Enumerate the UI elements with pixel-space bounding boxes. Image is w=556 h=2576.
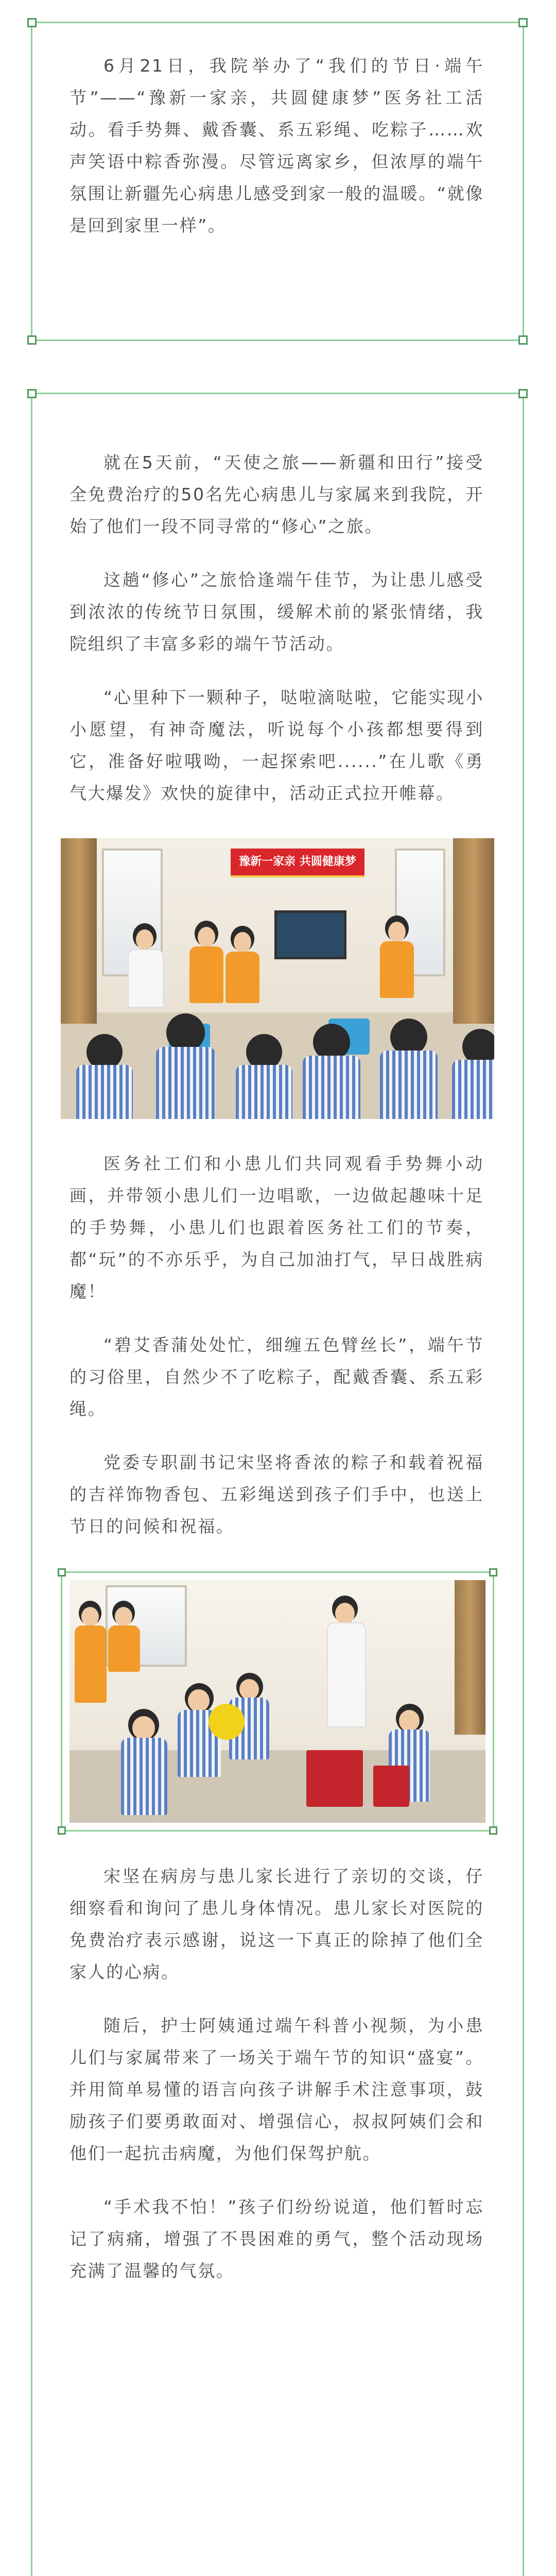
body-paragraph: “手术我不怕！”孩子们纷纷说道，他们暂时忘记了病痛，增强了不畏困难的勇气，整个活动现场充满了温馨的气氛。 (70, 2197, 484, 2281)
activity-photo (61, 838, 494, 1119)
frame-corner (27, 389, 37, 398)
body-paragraph: 宋坚在病房与患儿家长进行了亲切的交谈，仔细察看和询问了患儿身体情况。患儿家长对医院的免费治疗表示感谢，说这一下真正的除掉了他们全家人的心病。 (70, 1866, 484, 1982)
main-card (31, 393, 524, 2576)
frame-corner (518, 335, 528, 345)
frame-corner (58, 1568, 66, 1577)
intro-paragraph: 6月21日，我院举办了“我们的节日·端午节”——“豫新一家亲，共圆健康梦”医务社工活动。看手势舞、戴香囊、系五彩绳、吃粽子……欢声笑语中粽香弥漫。尽管远离家乡，但浓厚的端午氛围让新疆先心病患儿感受到家一般的温暖。“就像是回到家里一样”。 (70, 56, 484, 235)
body-paragraph: 党委专职副书记宋坚将香浓的粽子和载着祝福的吉祥饰物香包、五彩绳送到孩子们手中，也送上节日的问候和祝福。 (70, 1452, 484, 1536)
body-paragraph: 随后，护士阿姨通过端午科普小视频，为小患儿们与家属带来了一场关于端午节的知识“盛宴”。并用简单易懂的语言向孩子讲解手术注意事项，鼓励孩子们要勇敢面对、增强信心，叔叔阿姨们会和他们一起抗击病魔，为他们保驾护航。 (70, 2015, 484, 2163)
frame-corner (489, 1826, 497, 1835)
body-paragraph: 医务社工们和小患儿们共同观看手势舞小动画，并带领小患儿们一边唱歌，一边做起趣味十足的手势舞，小患儿们也跟着医务社工们的节奏，都“玩”的不亦乐乎，为自己加油打气，早日战胜病魔！ (70, 1154, 484, 1301)
frame-corner (27, 18, 37, 27)
frame-corner (27, 335, 37, 345)
event-banner: 豫新一家亲 共圆健康梦 (231, 849, 364, 877)
frame-corner (518, 389, 528, 398)
frame-corner (489, 1568, 497, 1577)
body-paragraph: “心里种下一颗种子，哒啦滴哒啦，它能实现小小愿望，有神奇魔法，听说每个小孩都想要得到它，准备好啦哦呦，一起探索吧......”在儿歌《勇气大爆发》欢快的旋律中，活动正式拉开帷幕。 (70, 687, 484, 803)
ward-visit-photo (70, 1580, 485, 1823)
body-paragraph: 这趟“修心”之旅恰逢端午佳节，为让患儿感受到浓浓的传统节日氛围，缓解术前的紧张情绪，我院组织了丰富多彩的端午节活动。 (70, 570, 484, 654)
frame-corner (518, 18, 528, 27)
body-paragraph: “碧艾香蒲处处忙，细缠五色臂丝长”，端午节的习俗里，自然少不了吃粽子，配戴香囊、系五彩绳。 (70, 1335, 484, 1419)
body-paragraph: 就在5天前，“天使之旅——新疆和田行”接受全免费治疗的50名先心病患儿与家属来到我院，开始了他们一段不同寻常的“修心”之旅。 (70, 452, 484, 536)
ward-photo-frame (61, 1571, 494, 1832)
frame-corner (58, 1826, 66, 1835)
tv-screen (274, 910, 346, 959)
intro-card (31, 22, 524, 341)
